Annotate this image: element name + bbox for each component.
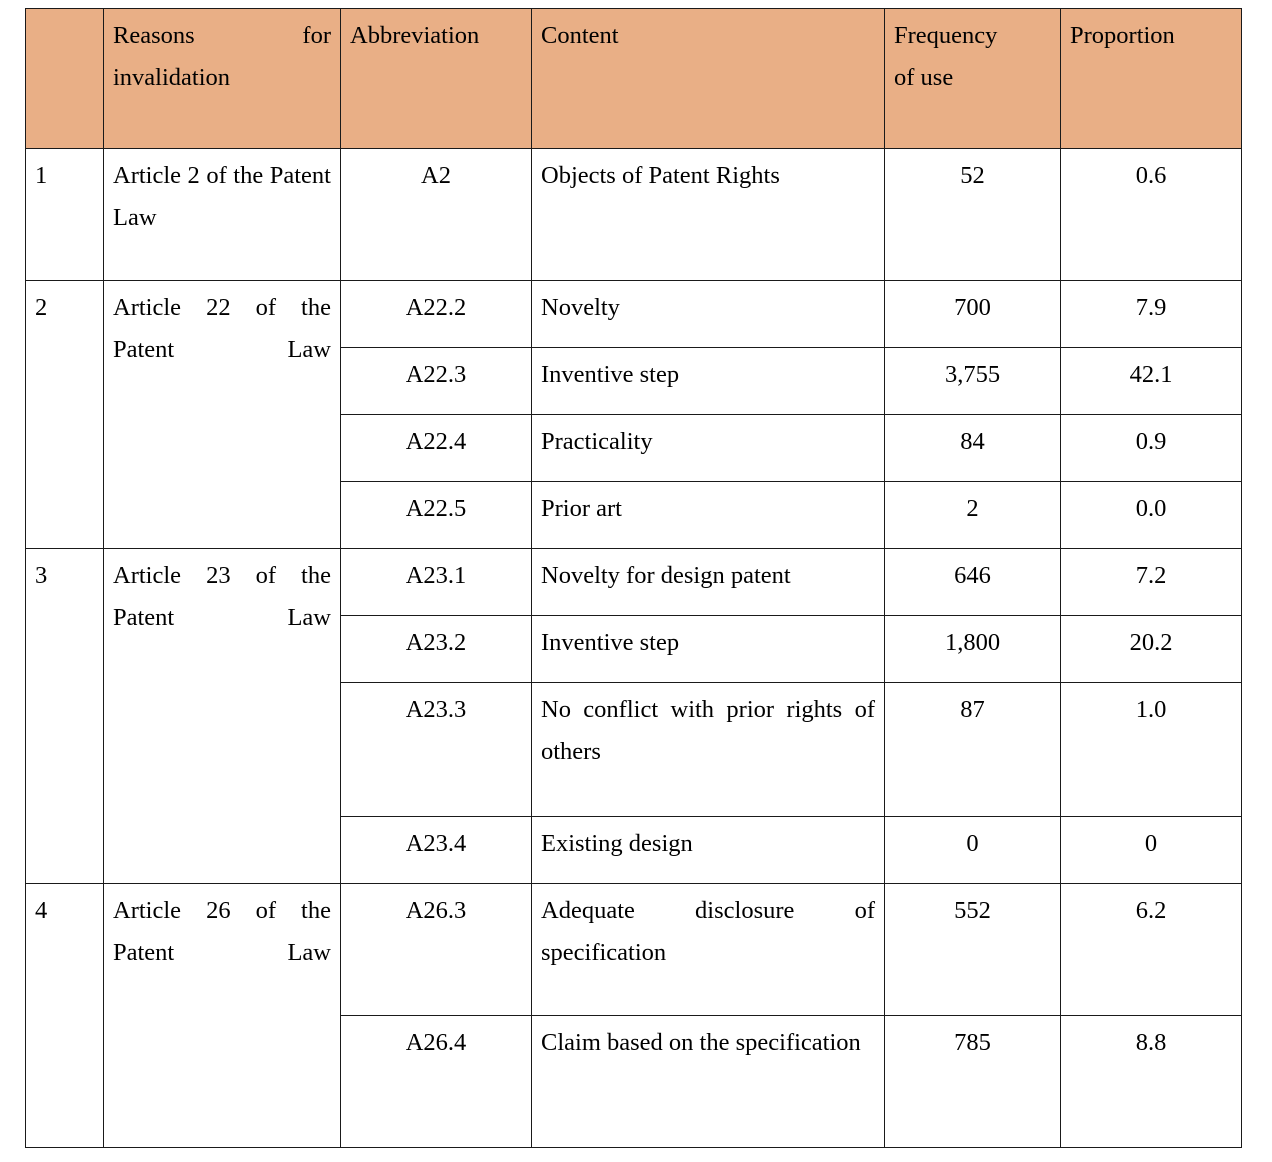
cell-proportion: 42.1	[1061, 348, 1242, 415]
cell-content: Prior art	[532, 482, 885, 549]
cell-frequency: 700	[885, 281, 1061, 348]
cell-content: Inventive step	[532, 616, 885, 683]
cell-abbreviation: A23.1	[341, 549, 532, 616]
patent-invalidation-reasons-table	[25, 8, 1242, 1148]
cell-abbreviation: A26.4	[341, 1016, 532, 1148]
column-header-content: Content	[532, 9, 885, 149]
group-index: 2	[26, 281, 104, 549]
cell-proportion: 0	[1061, 817, 1242, 884]
column-header-proportion: Proportion	[1061, 9, 1242, 149]
cell-frequency: 2	[885, 482, 1061, 549]
cell-abbreviation: A22.5	[341, 482, 532, 549]
group-reason: Article 2 of the Patent Law	[104, 149, 341, 281]
cell-frequency: 3,755	[885, 348, 1061, 415]
cell-content: Existing design	[532, 817, 885, 884]
cell-content: Inventive step	[532, 348, 885, 415]
table-header	[26, 9, 1242, 149]
column-header-index	[26, 9, 104, 149]
cell-abbreviation: A2	[341, 149, 532, 281]
cell-content: Adequate disclosure of specification	[532, 884, 885, 1016]
cell-proportion: 0.9	[1061, 415, 1242, 482]
group-index: 3	[26, 549, 104, 884]
cell-abbreviation: A22.4	[341, 415, 532, 482]
column-header-frequency-of-use	[885, 9, 1061, 149]
cell-frequency: 1,800	[885, 616, 1061, 683]
table-body	[26, 149, 1242, 1148]
cell-abbreviation: A23.2	[341, 616, 532, 683]
table-row	[26, 149, 1242, 281]
cell-frequency: 87	[885, 683, 1061, 817]
cell-proportion: 7.9	[1061, 281, 1242, 348]
table-row	[26, 549, 1242, 616]
group-index: 4	[26, 884, 104, 1148]
cell-abbreviation: A23.4	[341, 817, 532, 884]
cell-proportion: 0.0	[1061, 482, 1242, 549]
cell-frequency: 84	[885, 415, 1061, 482]
cell-frequency: 646	[885, 549, 1061, 616]
header-reason-line2: invalidation	[113, 64, 231, 92]
cell-abbreviation: A23.3	[341, 683, 532, 817]
group-index: 1	[26, 149, 104, 281]
cell-content: Claim based on the specification	[532, 1016, 885, 1148]
cell-proportion: 8.8	[1061, 1016, 1242, 1148]
table-row	[26, 281, 1242, 348]
header-frequency-line1: Frequency	[894, 22, 998, 49]
cell-content: Objects of Patent Rights	[532, 149, 885, 281]
cell-proportion: 1.0	[1061, 683, 1242, 817]
cell-content: Novelty	[532, 281, 885, 348]
cell-frequency: 552	[885, 884, 1061, 1016]
cell-abbreviation: A22.2	[341, 281, 532, 348]
cell-frequency: 785	[885, 1016, 1061, 1148]
group-reason: Article 23 of the Patent Law	[104, 549, 341, 884]
cell-abbreviation: A26.3	[341, 884, 532, 1016]
cell-proportion: 20.2	[1061, 616, 1242, 683]
table-row	[26, 884, 1242, 1016]
cell-frequency: 52	[885, 149, 1061, 281]
group-reason: Article 22 of the Patent Law	[104, 281, 341, 549]
cell-content: Novelty for design patent	[532, 549, 885, 616]
cell-content: Practicality	[532, 415, 885, 482]
header-reason-line1: Reasons for	[113, 22, 331, 49]
column-header-abbreviation: Abbreviation	[341, 9, 532, 149]
header-row	[26, 9, 1242, 149]
cell-frequency: 0	[885, 817, 1061, 884]
cell-proportion: 6.2	[1061, 884, 1242, 1016]
column-header-reasons-for-invalidation	[104, 9, 341, 149]
cell-proportion: 0.6	[1061, 149, 1242, 281]
cell-proportion: 7.2	[1061, 549, 1242, 616]
group-reason: Article 26 of the Patent Law	[104, 884, 341, 1148]
cell-content: No conflict with prior rights of others	[532, 683, 885, 817]
cell-abbreviation: A22.3	[341, 348, 532, 415]
header-frequency-line2: of use	[894, 64, 954, 92]
